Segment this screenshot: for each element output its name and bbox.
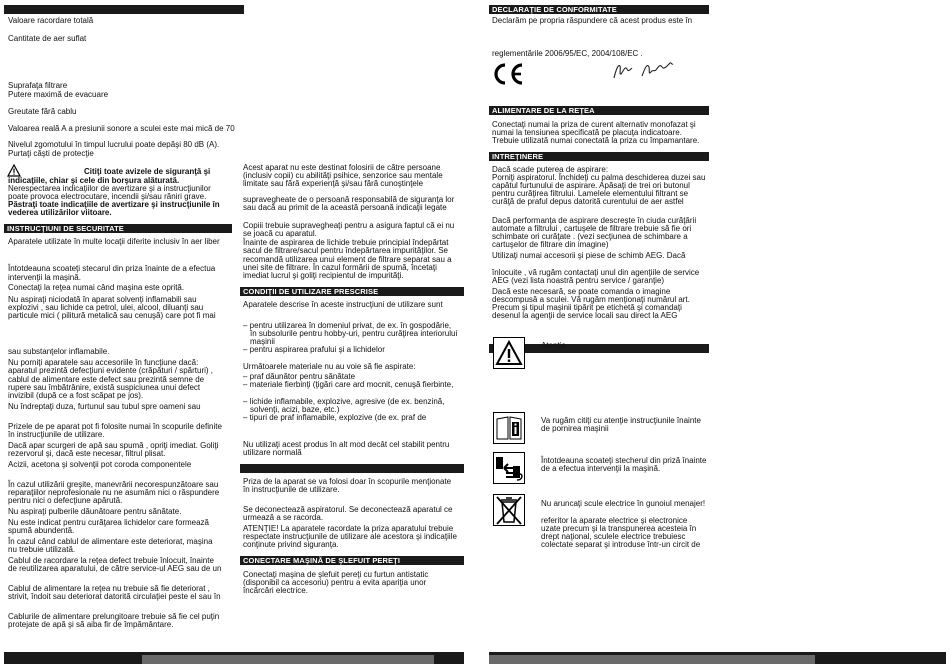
bottom-bar-left [4,652,464,664]
symbol-text: Nu aruncaţi scule electrice în gunoiul menajer! [541,499,706,508]
socket-section-header [240,464,464,473]
top-bar-left [4,5,244,14]
intro-text: Copiii trebuie supravegheaţi pentru a asigura faptul că ei nu [243,221,455,230]
safety-text: spumă abundentă. [8,526,75,535]
maintenance-text: Porniţi aspiratorul. Închideţi cu palma deschiderea duzei sau [492,173,706,182]
maintenance-header: INTREŢINERE [489,152,709,161]
maintenance-text: Dacă este necesară, se poate comanda o imagine [492,287,671,296]
spec-casti: Purtaţi căşti de protecţie [8,149,94,158]
usage-text: în subsolurile pentru hobby-uri, pentru curăţirea interiorului [250,329,458,338]
crossed-bin-icon [493,494,525,526]
socket-text: în instrucţiunile de utilizare. [243,485,340,494]
safety-text: Acizii, acetona şi solvenţii pot coroda componentele [8,460,192,469]
socket-text: Priza de la aparat se va folosi doar în scopurile menţionate [243,477,452,486]
usage-text: – pentru utilizarea în domeniul privat, de ex. în gospodărie, [243,321,452,330]
mains-text: numai la tensiunea specificată pe placuţa indicatoare. [492,128,682,137]
safety-text: aparatul prezintă defecţiuni evidente (crăpături / spărturi) , [8,366,213,375]
socket-text: respectate instrucţiunile de utilizare ale acestora şi indicaţiile [243,532,457,541]
maintenance-text: cartuşelor de filtrare din imagine) [492,240,609,249]
intro-text: supravegheate de o persoană responsabilă de siguranţa lor [243,195,455,204]
maintenance-text: descompusă a sculei. Vă rugăm menţionaţi numărul art. [492,295,690,304]
safety-text: Întotdeauna scoateţi stecarul din priza înainte de a efectua [8,264,216,273]
safety-text: reparaţiilor neprofesionale nu ne asumăm nici o răspundere [8,488,220,497]
usage-text: Nu utilizaţi acest produs în alt mod decât cel stabilit pentru [243,440,450,449]
maintenance-text: automate a filtrului , cartuşele de filtrare trebuie să fie ori [492,224,692,233]
warning-title-line1: Citiţi toate avizele de siguranţă şi [84,167,211,176]
symbol-text: de a efectua intervenţii la maşină. [541,464,661,473]
sander-text: Conectaţi maşina de şlefuit pereţi cu furtun antistatic [243,570,429,579]
safety-text: rupere sau îmbătrânire, există suspiciunea unui defect [8,383,201,392]
safety-text: Nu îndreptaţi duza, furtunul sau tubul spre oameni sau [8,402,201,411]
safety-text: Dacă apar scurgeri de apă sau spumă , opriţi imediat. Goliţi [8,441,219,450]
safety-text: Cablul de racordare la reţea defect trebuie înlocuit, înainte [8,556,214,565]
maintenance-text: AEG (vezi lista noastră pentru service / garanţie) [492,276,665,285]
safety-text: rezervorul şi, dacă este necesar, filtrul plisat. [8,449,166,458]
safety-text: Nu aspiraţi pulberile dăunătoare pentru sănătate. [8,507,182,516]
usage-text: – pentru aspirarea prafului şi a lichidelor [243,345,385,354]
safety-text: Nu este indicat pentru curăţarea lichidelor care formează [8,518,209,527]
weee-text: uzate precum şi la transpunerea acesteia în [541,524,697,533]
usage-conditions-header: CONDIŢII DE UTILIZARE PRESCRISE [240,287,464,296]
intro-text: sau dacă au primit de la această persoană indicaţii legate [243,203,447,212]
safety-text: sau substanţelor inflamabile. [8,347,110,356]
weee-text: colectate separat şi introduse într-un circit de [541,540,701,549]
safety-text: protejate de apă şi să aiba fir de împământare. [8,620,174,629]
safety-text: explozivi , sau lichide ca petrol, ulei, alcool, diluanţi sau [8,303,204,312]
intro-text: se joacă cu aparatul. [243,229,317,238]
safety-text: particule mici ( pilitură metalică sau cenuşă) care pot fi mai [8,311,216,320]
bottom-bar-right-shade [489,655,815,664]
usage-text: Aparatele descrise în aceste instrucţiuni de utilizare sunt [243,300,443,309]
weee-text: drept naţional, sculele electrice trebuiesc [541,532,686,541]
sander-text: încărcări electrice. [243,586,308,595]
safety-text: Nu porniţi aparatele sau accesoriile în funcţiune dacă: [8,358,199,367]
sander-text: (disponibil ca accesoriu) pentru a evita apariţia unor [243,578,427,587]
warning-text-line2: poate provoca electrocutare, incendii şi/sau răniri grave. [8,192,207,201]
usage-text: – tipuri de praf inflamabile, explozive (de ex. praf de [243,413,427,422]
symbol-text: Atenţie [541,341,566,350]
maintenance-text: desenul la agenţii de service locali sau direct la AEG [492,311,678,320]
maintenance-text: Precum şi tipul maşinii tipărit pe etichetă şi comandaţi [492,303,682,312]
usage-text: Următoarele materiale nu au voie să fie aspirate: [243,362,416,371]
spec-greutate: Greutate fără cablu [8,107,77,116]
conformity-text: Declarăm pe propria răspundere că acest produs este în [492,16,693,25]
maintenance-text: înlocuite , vă rugăm contactaţi unul din agenţiile de service [492,268,700,277]
socket-text: Se deconectează aspiratorul. Se deconectează aparatul ce [243,505,453,514]
usage-text: – materiale fierbinţi (ţigări care ard mocnit, cenuşă fierbinte, [243,380,454,389]
usage-text: – praf dăunător pentru sănătate [243,372,356,381]
bottom-bar-right [489,652,946,664]
maintenance-text: pentru curăţirea filtrului. Lamelele elementului filtrant se [492,189,689,198]
safety-text: În cazul când cablul de alimentare este deteriorat, maşina [8,537,213,546]
maintenance-text: Dacă scade puterea de aspirare: [492,165,609,174]
mains-text: Trebuie utilizată numai conectată la priza cu împamantare. [492,136,700,145]
safety-text: În cazul utilizării greşite, manevrării necorespunzătoare sau [8,480,219,489]
spec-nivel-zgomot: Nivelul zgomotului în timpul lucrului poate depăşi 80 dB (A). [8,140,220,149]
warning-text-line1: Nerespectarea indicaţiilor de avertizare şi a instrucţiunilor [8,184,211,193]
intro-text: recomandă utilizarea unui element de filtrare separat sau a [243,255,452,264]
ce-mark-icon [491,62,525,86]
safety-text: nu trebuie utilizată. [8,545,76,554]
warning-triangle-icon [493,337,525,369]
conformity-header: DECLARAŢIE DE CONFORMITATE [489,5,709,14]
maintenance-text: schimbate ori curăţate . (vezi secţiunea de schimbare a [492,232,688,241]
safety-text: Cablurile de alimentare prelungitoare trebuie să fie cel puţin [8,612,220,621]
intro-text: Acest aparat nu este destinat folosirii de către persoane [243,163,441,172]
usage-text: maşinii [250,337,275,346]
symbol-text: Întotdeauna scoateţi stecherul din priză înainte [541,456,707,465]
socket-text: ATENŢIE! La aparatele racordate la priza aparatului trebuie [243,524,454,533]
safety-text: în instrucţiunile de utilizare. [8,430,105,439]
safety-text: invizibil (după ce a fost scăpat pe jos). [8,391,144,400]
spec-valoare-reala: Valoarea reală A a presiunii sonore a sculei este mai mică de 70 [8,124,235,133]
intro-text: unei site de filtrare. În cazul formării de spumă, încetaţi [243,263,437,272]
bottom-bar-left-shade [142,655,434,664]
spec-putere-maxima: Putere maximă de evacuare [8,90,109,99]
read-manual-icon [493,412,525,444]
safety-text: Prizele de pe aparat pot fi folosite numai în scopurile definite [8,422,222,431]
safety-text: Aparatele utilizate în multe locaţii diferite inclusiv în aer liber [8,237,220,246]
regulations-text: reglementările 2006/95/EC, 2004/108/EC . [492,49,643,58]
spec-suprafata-filtrare: Suprafaţa filtrare [8,81,68,90]
socket-text: urmează a se racorda. [243,513,324,522]
maintenance-text: Dacă performanţa de aspirare descreşte în ciuda curăţării [492,216,697,225]
wall-sander-header: CONECTARE MAŞINĂ DE ŞLEFUIT PEREŢI [240,556,464,565]
safety-text: de reutilizarea aparatului, de către service-ul AEG sau de un [8,564,222,573]
mains-text: Conectaţi numai la priza de curent alternativ monofazat şi [492,120,696,129]
mains-supply-header: ALIMENTARE DE LA REŢEA [489,106,709,115]
intro-text: limitate sau fără experienţă şi/sau fără cunoştinţele [243,179,424,188]
intro-text: sacul de filtrare/sacul pentru îndepărtarea impurităţilor. Se [243,246,448,255]
spec-valoare-racordare: Valoare racordare totală [8,16,94,25]
maintenance-text: capătul furtunului de aspirare. Apăsaţi de trei ori butonul [492,181,690,190]
weee-text: referitor la aparate electrice şi electronice [541,516,688,525]
signature-image [612,60,676,82]
spec-cantitate-aer: Cantitate de aer suflat [8,34,87,43]
warning-bold-line1: Păstraţi toate indicaţiile de avertizare şi instrucţiunile în [8,200,220,209]
warning-title-line2: indicaţiile, chiar şi cele din borşura alăturată. [8,176,180,185]
maintenance-text: Utilizaţi numai accesorii şi piese de schimb AEG. Dacă [492,251,686,260]
unplug-icon [493,452,525,484]
safety-instructions-header: INSTRUCŢIUNI DE SECURITATE [4,224,232,233]
usage-text: – lichide inflamabile, explozive, agresive (de ex. benzină, [243,397,445,406]
socket-text: conţinute privind siguranţa. [243,540,339,549]
safety-text: strivit, îndoit sau deteriorat datorită circulaţiei peste el sau în [8,592,221,601]
warning-bold-line2: vederea utilizărilor viitoare. [8,208,112,217]
safety-text: cablul de alimentare este defect sau prezintă semne de [8,375,205,384]
intro-text: Înainte de aspirarea de lichide trebuie principial îndepărtat [243,238,449,247]
usage-text: utilizare normală [243,448,302,457]
usage-text: solvenţi, acizi, baze, etc.) [250,405,340,414]
intro-text: (inclusiv copii) cu abilităţi psihice, senzorice sau mentale [243,171,443,180]
safety-text: intervenţii la maşină. [8,273,81,282]
symbol-text: de pornirea maşinii [541,424,609,433]
maintenance-text: curăţă de praful depus datorită curentului de aer astfel [492,197,684,206]
safety-text: Nu aspiraţi niciodată în aparat solvenţi inflamabili sau [8,295,197,304]
safety-text: Cablul de alimentare la reţea nu trebuie să fie deteriorat , [8,584,210,593]
symbol-text: Va rugăm citiţi cu atenţie instrucţiunile înainte [541,416,701,425]
safety-text: Conectaţi la reţea numai când maşina este oprită. [8,283,185,292]
safety-text: pentru nici o defecţiune apărută. [8,496,123,505]
intro-text: imediat lucrul şi goliţi recipientul de impurităţi. [243,271,404,280]
